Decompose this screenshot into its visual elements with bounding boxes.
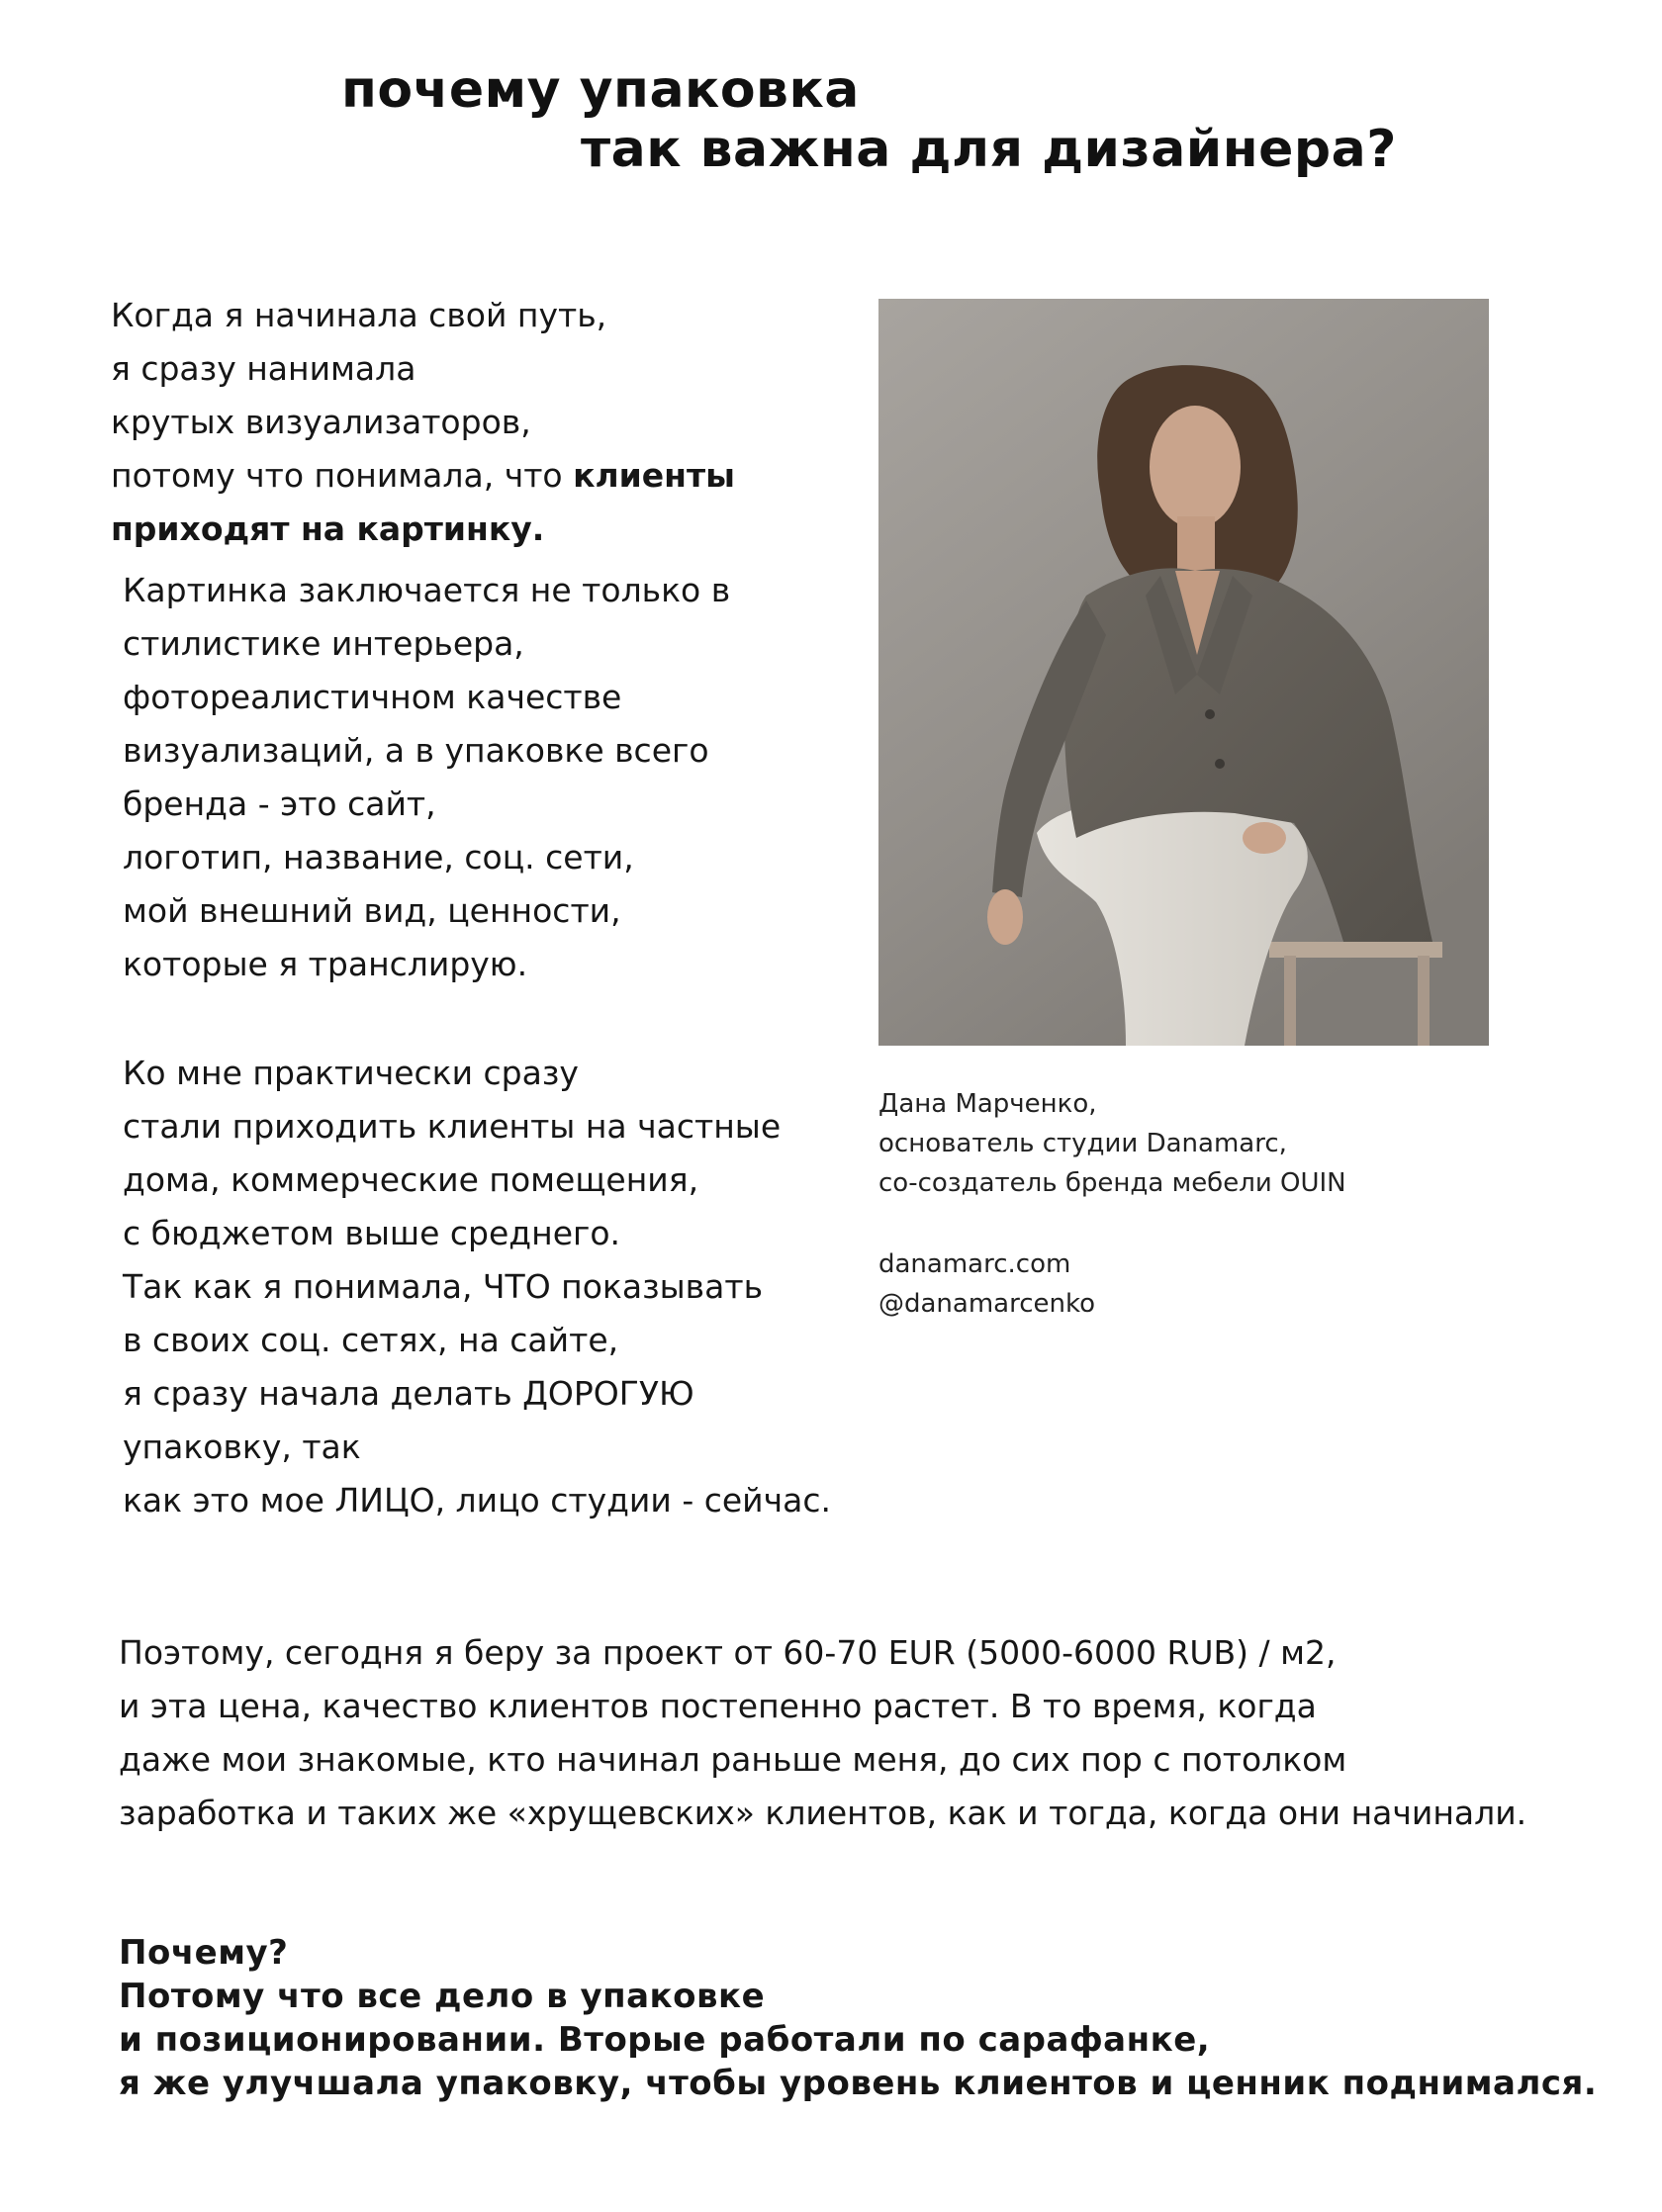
text-line: Так как я понимала, ЧТО показывать bbox=[123, 1267, 764, 1306]
caption-role: со-создатель бренда мебели OUIN bbox=[878, 1168, 1346, 1198]
text-line: с бюджетом выше среднего. bbox=[123, 1214, 621, 1252]
text-line: крутых визуализаторов, bbox=[111, 403, 531, 441]
text-line: Картинка заключается не только в bbox=[123, 571, 731, 609]
text-line: в своих соц. сетях, на сайте, bbox=[123, 1321, 619, 1359]
portrait-illustration bbox=[878, 299, 1489, 1046]
text-line: Ко мне практически сразу bbox=[123, 1054, 579, 1092]
paragraph-pricing bbox=[119, 1626, 1526, 1840]
text-line: логотип, название, соц. сети, bbox=[123, 838, 634, 876]
emphasis-line: приходят на картинку. bbox=[111, 509, 545, 548]
text-line: Потому что все дело в упаковке bbox=[119, 1977, 766, 2016]
text-fragment: потому что понимала, что bbox=[111, 456, 574, 495]
text-line: и эта цена, качество клиентов постепенно растет. В то время, когда bbox=[119, 1687, 1317, 1725]
text-line: Поэтому, сегодня я беру за проект от 60-70 EUR (5000-6000 RUB) / м2, bbox=[119, 1633, 1337, 1672]
text-line: я сразу начала делать ДОРОГУЮ bbox=[123, 1374, 694, 1413]
intro-paragraph bbox=[111, 289, 735, 556]
text-line: Почему? bbox=[119, 1933, 289, 1973]
text-line: Когда я начинала свой путь, bbox=[111, 296, 607, 334]
text-line: как это мое ЛИЦО, лицо студии - сейчас. bbox=[123, 1481, 831, 1520]
text-line: стилистике интерьера, bbox=[123, 624, 524, 663]
text-line: фотореалистичном качестве bbox=[123, 678, 622, 716]
page-title-line-1: почему упаковка bbox=[341, 60, 860, 120]
caption-role: основатель студии Danamarc, bbox=[878, 1129, 1287, 1158]
text-line: бренда - это сайт, bbox=[123, 784, 436, 823]
text-line: мой внешний вид, ценности, bbox=[123, 891, 621, 930]
text-line: заработка и таких же «хрущевских» клиентов, как и тогда, когда они начинали. bbox=[119, 1794, 1527, 1832]
text-line: дома, коммерческие помещения, bbox=[123, 1160, 699, 1199]
paragraph-conclusion bbox=[119, 1931, 1597, 2105]
text-line: даже мои знакомые, кто начинал раньше меня, до сих пор с потолком bbox=[119, 1740, 1347, 1779]
text-line: упаковку, так bbox=[123, 1428, 361, 1466]
page-title-line-2: так важна для дизайнера? bbox=[581, 120, 1397, 179]
text-line: я же улучшала упаковку, чтобы уровень клиентов и ценник поднимался. bbox=[119, 2064, 1598, 2103]
text-line: стали приходить клиенты на частные bbox=[123, 1107, 782, 1146]
text-line: визуализаций, а в упаковке всего bbox=[123, 731, 709, 770]
text-line: я сразу нанимала bbox=[111, 349, 416, 388]
paragraph-picture bbox=[123, 564, 730, 991]
website-link[interactable]: danamarc.com bbox=[878, 1249, 1071, 1279]
text-line: и позиционировании. Вторые работали по сарафанке, bbox=[119, 2020, 1211, 2060]
paragraph-clients bbox=[123, 1047, 831, 1527]
social-handle[interactable]: @danamarcenko bbox=[878, 1289, 1096, 1319]
portrait-photo bbox=[878, 299, 1489, 1046]
text-line: которые я транслирую. bbox=[123, 945, 528, 983]
text-line bbox=[111, 449, 735, 503]
contact-links bbox=[878, 1244, 1095, 1324]
caption-name: Дана Марченко, bbox=[878, 1089, 1097, 1119]
emphasis-text: клиенты bbox=[573, 456, 735, 495]
photo-caption bbox=[878, 1084, 1346, 1203]
